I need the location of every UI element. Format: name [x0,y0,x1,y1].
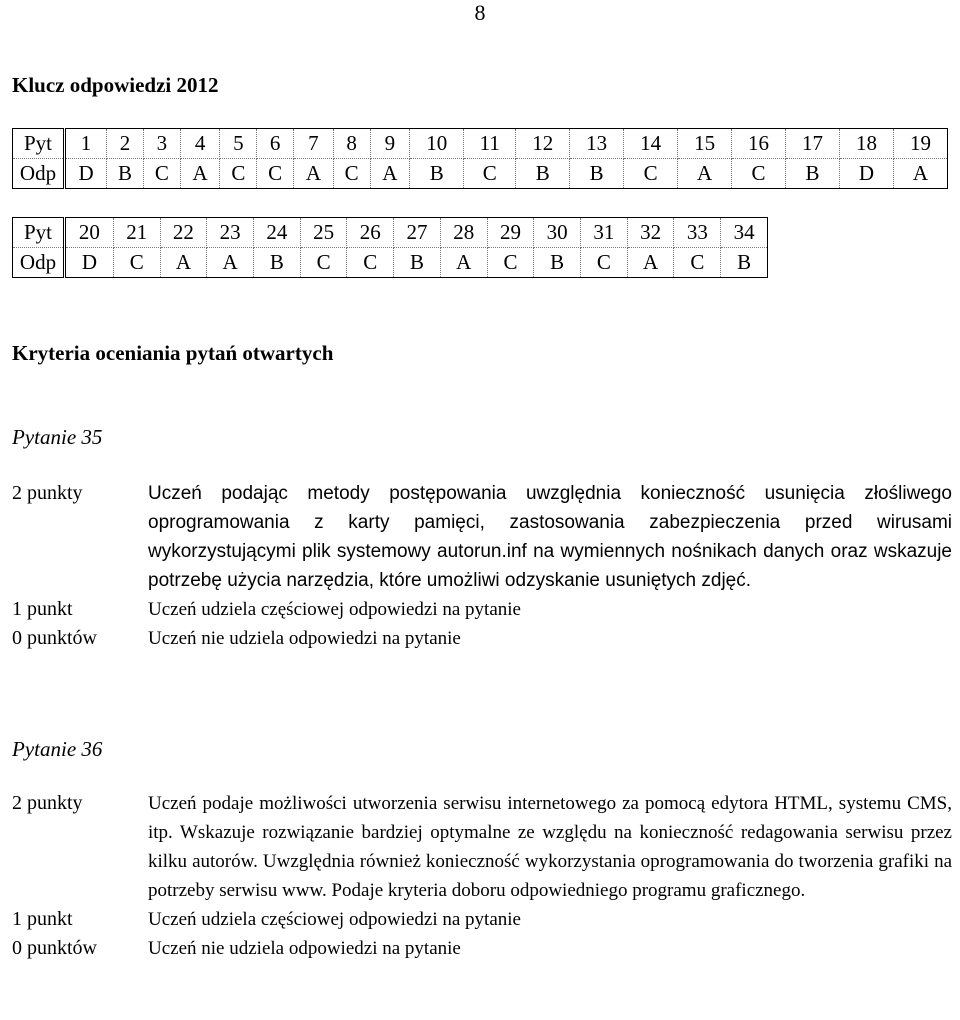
answer-cell: A [440,248,487,278]
question-number-cell: 21 [113,218,160,248]
question-number-cell: 11 [464,129,516,159]
question-number-cell: 19 [893,129,947,159]
answer-cell: D [65,159,107,189]
answer-cell: B [394,248,441,278]
criterion-row [12,624,952,653]
criterion-text: Uczeń podając metody postępowania uwzględnia konieczność usunięcia złośliwego oprogramowania z karty pamięci, zastosowania zabezpieczenia przed wirusami wykorzystującymi plik systemowy autorun.inf na wymiennych nośnikach danych oraz wskazuje potrzebę użycia narzędzia, które umożliwi odzyskanie usuniętych zdjęć. [148,483,952,591]
answer-cell: C [300,248,347,278]
question-number-cell: 22 [160,218,207,248]
question-number-cell: 28 [440,218,487,248]
question-number-cell: 14 [624,129,678,159]
answer-cell: A [893,159,947,189]
answer-cell: C [732,159,786,189]
question-number-cell: 3 [143,129,180,159]
question-number-cell: 18 [839,129,893,159]
answer-cell: A [207,248,254,278]
question-number-cell: 13 [570,129,624,159]
question-number-cell: 12 [516,129,570,159]
answer-cell: C [347,248,394,278]
answer-cell: B [254,248,301,278]
criterion-row [12,479,952,595]
question-number-cell: 16 [732,129,786,159]
answer-cell: B [570,159,624,189]
question-number-cell: 31 [581,218,628,248]
answer-cell: C [333,159,370,189]
answer-cell: C [581,248,628,278]
answer-cell: A [627,248,674,278]
question-number-cell: 34 [721,218,768,248]
answer-cell-label: Odp [13,159,65,189]
answer-cell: C [113,248,160,278]
answer-cell: C [464,159,516,189]
criterion-row [12,595,952,624]
question-number-cell: 24 [254,218,301,248]
question-number-cell: 10 [410,129,464,159]
criterion-text: Uczeń udziela częściowej odpowiedzi na pytanie [148,599,521,620]
answer-cell: B [516,159,570,189]
score-label: 0 punktów [12,937,97,959]
criterion-text: Uczeń nie udziela odpowiedzi na pytanie [148,938,461,959]
question-number-cell-label: Pyt [13,218,65,248]
question-number-cell: 20 [65,218,114,248]
question-number-cell: 17 [786,129,840,159]
score-label: 1 punkt [12,598,73,620]
answer-cell: C [220,159,257,189]
answer-cell: A [294,159,334,189]
answer-key-table-1 [12,128,948,189]
question-number-cell: 29 [487,218,534,248]
question-number-cell: 2 [107,129,144,159]
question-35-criteria [12,479,952,653]
question-number-cell: 23 [207,218,254,248]
criterion-text: Uczeń udziela częściowej odpowiedzi na pytanie [148,909,521,930]
score-label: 2 punkty [12,482,83,504]
question-number-cell: 6 [257,129,294,159]
question-number-cell: 9 [370,129,410,159]
question-number-cell: 4 [180,129,220,159]
criterion-text: Uczeń nie udziela odpowiedzi na pytanie [148,628,461,649]
criteria-heading: Kryteria oceniania pytań otwartych [12,341,334,365]
answer-cell: A [678,159,732,189]
question-number-cell: 5 [220,129,257,159]
answer-cell: B [107,159,144,189]
question-number-cell: 27 [394,218,441,248]
answer-cell: A [160,248,207,278]
question-36-criteria [12,789,952,963]
answer-cell: B [721,248,768,278]
question-number-cell: 26 [347,218,394,248]
criterion-row [12,905,952,934]
answer-cell-label: Odp [13,248,65,278]
answer-cell: C [624,159,678,189]
answer-cell: A [370,159,410,189]
question-number-cell: 15 [678,129,732,159]
question-35-title: Pytanie 35 [12,425,103,449]
answer-cell: C [143,159,180,189]
question-number-cell: 7 [294,129,334,159]
question-number-cell: 8 [333,129,370,159]
answer-cell: C [674,248,721,278]
criterion-text: Uczeń podaje możliwości utworzenia serwisu internetowego za pomocą edytora HTML, systemu CMS, itp. Wskazuje rozwiązanie bardziej optymalne ze względu na konieczność redagowania serwisu przez kilku autorów. Uwzględnia również konieczność wykorzystania oprogramowania do tworzenia grafiki na potrzeby serwisu www. Podaje kryteria doboru odpowiedniego programu graficznego. [148,793,952,901]
answer-cell: D [65,248,114,278]
question-number-cell: 25 [300,218,347,248]
question-number-cell: 1 [65,129,107,159]
question-number-cell: 33 [674,218,721,248]
page-number: 8 [474,0,486,25]
question-36-title: Pytanie 36 [12,737,103,761]
answer-cell: B [410,159,464,189]
score-label: 2 punkty [12,792,83,814]
answer-key-table-2 [12,217,768,278]
question-number-cell: 30 [534,218,581,248]
answer-cell: C [487,248,534,278]
question-number-cell: 32 [627,218,674,248]
score-label: 0 punktów [12,627,97,649]
criterion-row [12,934,952,963]
page-title: Klucz odpowiedzi 2012 [12,73,219,97]
question-number-cell-label: Pyt [13,129,65,159]
criterion-row [12,789,952,905]
answer-cell: B [534,248,581,278]
answer-cell: D [839,159,893,189]
answer-cell: B [786,159,840,189]
score-label: 1 punkt [12,908,73,930]
answer-cell: A [180,159,220,189]
answer-cell: C [257,159,294,189]
